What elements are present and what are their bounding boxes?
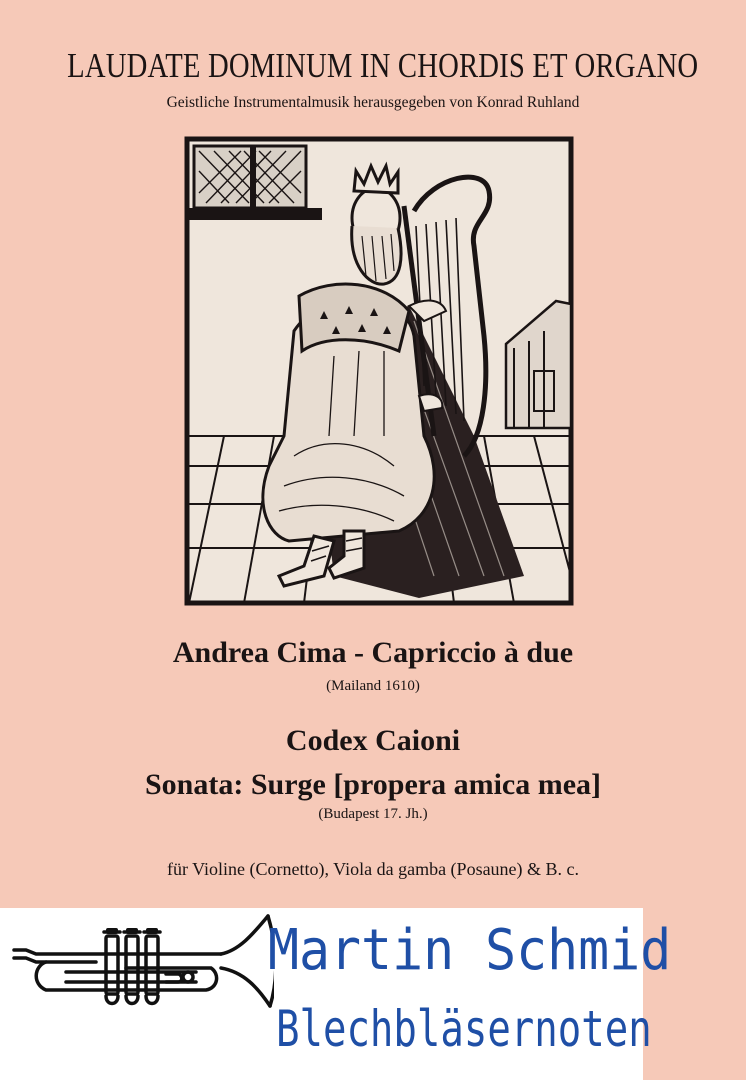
watermark-line-1: Martin Schmid: [268, 918, 672, 983]
series-subtitle: Geistliche Instrumentalmusik herausgegeben von Konrad Ruhland: [166, 94, 580, 111]
work-1-title: Andrea Cima - Capriccio à due: [172, 636, 574, 669]
series-title: LAUDATE DOMINUM IN CHORDIS ET ORGANO: [67, 46, 699, 85]
publisher-watermark-banner: [0, 908, 672, 1080]
work-2-title: Codex Caioni: [285, 724, 461, 757]
instrumentation: für Violine (Cornetto), Viola da gamba (Posaune) & B. c.: [166, 859, 580, 879]
watermark-line-2: Blechbläsernoten: [276, 1000, 652, 1058]
work-1-note: (Mailand 1610): [326, 678, 420, 694]
trumpet-icon: [6, 910, 274, 1018]
work-2-subtitle: Sonata: Surge [propera amica mea]: [144, 768, 602, 801]
work-2-note: (Budapest 17. Jh.): [318, 806, 428, 822]
king-david-harp-woodcut: [184, 136, 574, 606]
